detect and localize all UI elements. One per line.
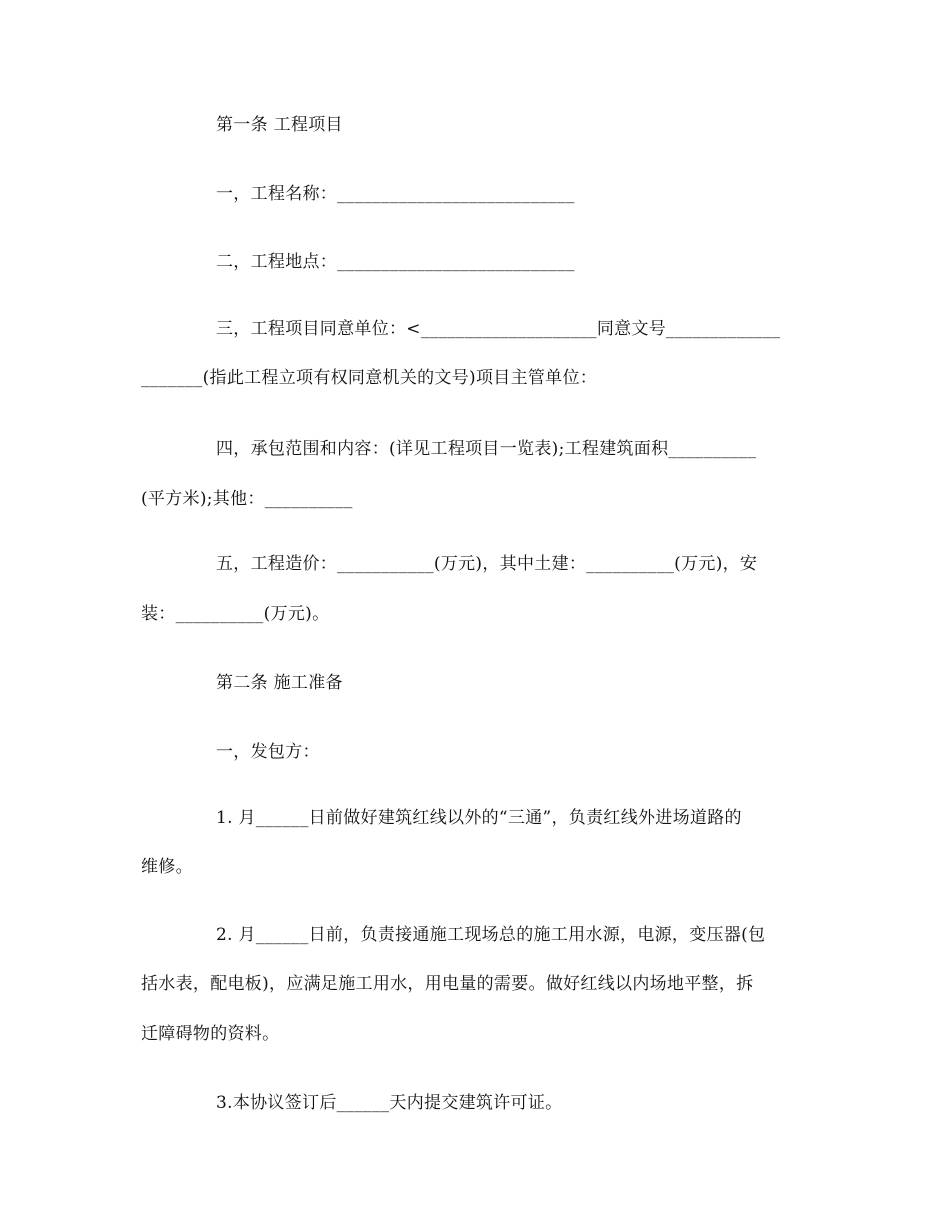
scope-content-line-cont: (平方米);其他：__________ [141, 489, 353, 509]
paragraph-3-line: 3.本协议签订后______天内提交建筑许可证。 [216, 1093, 563, 1113]
paragraph-1-line-cont: 维修。 [141, 857, 193, 877]
paragraph-1-line: 1. 月______日前做好建筑红线以外的“三通”，负责红线外进场道路的 [216, 808, 742, 828]
article-1-heading: 第一条 工程项目 [216, 115, 343, 135]
paragraph-2-line-cont-2: 迁障碍物的资料。 [141, 1024, 280, 1044]
project-cost-line: 五，工程造价：___________(万元)，其中土建：__________(万元)，安 [216, 554, 758, 574]
paragraph-2-line-cont: 括水表，配电板)，应满足施工用水，用电量的需要。做好红线以内场地平整，拆 [141, 974, 754, 994]
project-location-line: 二，工程地点：___________________________ [216, 252, 575, 272]
paragraph-2-line: 2. 月______日前，负责接通施工现场总的施工用水源，电源，变压器(包 [216, 925, 766, 945]
approval-unit-line-cont: _______(指此工程立项有权同意机关的文号)项目主管单位： [141, 368, 598, 388]
project-name-line: 一，工程名称：___________________________ [216, 184, 575, 204]
article-2-heading: 第二条 施工准备 [216, 673, 343, 693]
scope-content-line: 四，承包范围和内容：(详见工程项目一览表);工程建筑面积__________ [216, 439, 757, 459]
employer-heading: 一，发包方： [216, 742, 320, 762]
project-cost-line-cont: 装：__________(万元)。 [141, 604, 330, 624]
approval-unit-line: 三，工程项目同意单位：<____________________同意文号_____________ [216, 319, 781, 339]
